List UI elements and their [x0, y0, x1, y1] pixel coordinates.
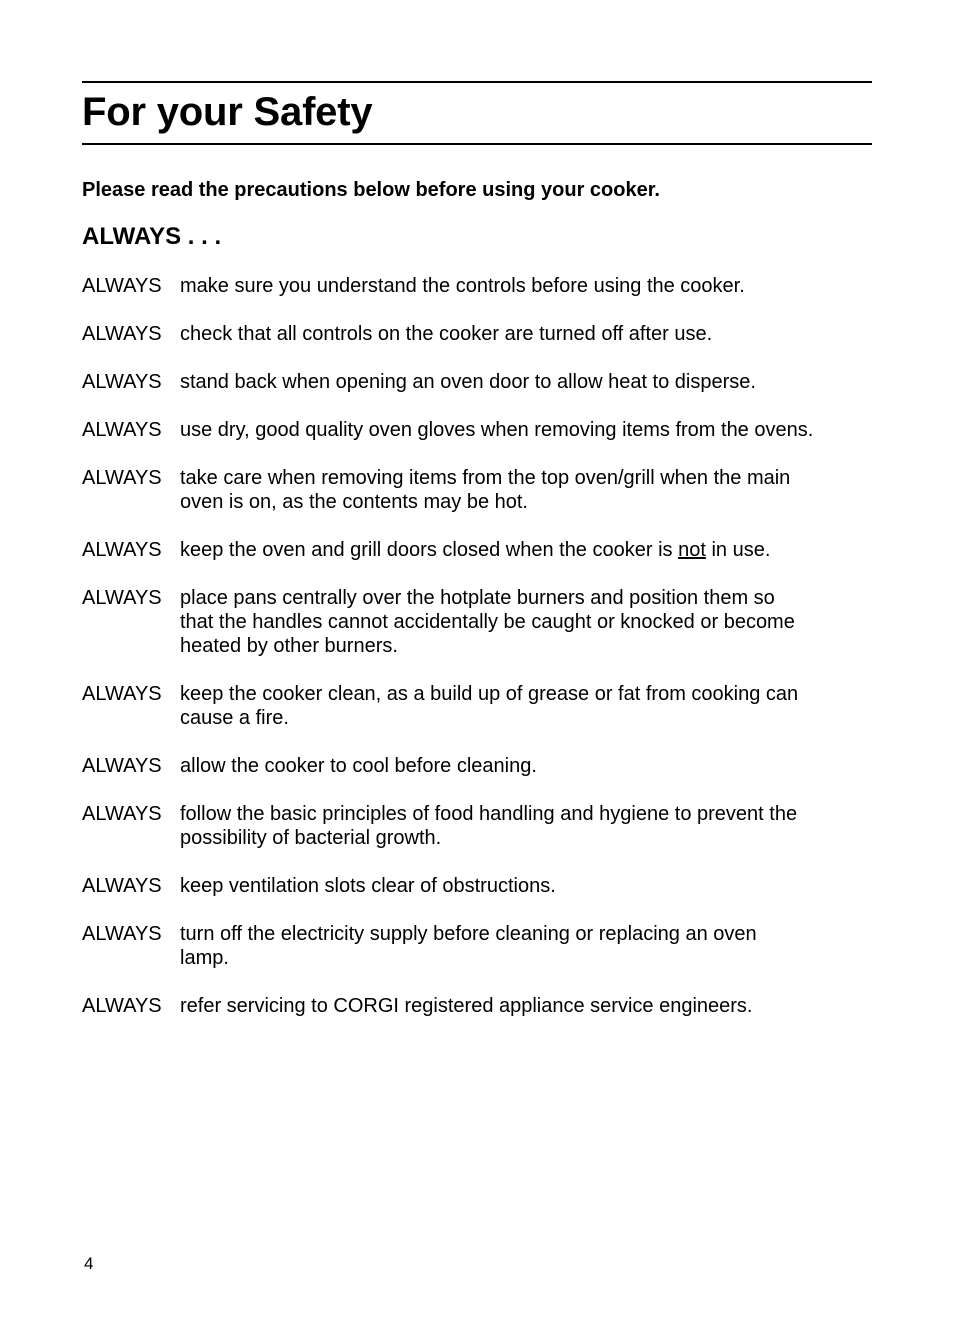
list-item [82, 370, 882, 394]
item-text: follow the basic principles of food handling and hygiene to prevent the possibility of bacterial growth. [180, 803, 798, 849]
item-label: ALWAYS [82, 995, 162, 1017]
item-text: use dry, good quality oven gloves when removing items from the ovens. [180, 419, 814, 441]
item-text: keep ventilation slots clear of obstructions. [180, 875, 556, 897]
list-item [82, 682, 882, 730]
item-label: ALWAYS [82, 803, 162, 825]
list-item [82, 586, 882, 658]
item-label: ALWAYS [82, 419, 162, 441]
list-item [82, 754, 882, 778]
item-label: ALWAYS [82, 467, 162, 489]
list-item [82, 874, 882, 898]
item-label: ALWAYS [82, 683, 162, 705]
item-text: take care when removing items from the top oven/grill when the main oven is on, as the contents may be hot. [180, 467, 791, 513]
item-text: stand back when opening an oven door to allow heat to disperse. [180, 371, 756, 393]
item-label: ALWAYS [82, 923, 162, 945]
item-text: keep the cooker clean, as a build up of grease or fat from cooking can cause a fire. [180, 683, 799, 729]
item-label: ALWAYS [82, 587, 162, 609]
item-label: ALWAYS [82, 539, 162, 561]
list-item [82, 994, 882, 1018]
intro-text: Please read the precautions below before using your cooker. [82, 179, 660, 201]
section-heading: ALWAYS . . . [82, 223, 222, 250]
title-rule-bottom [82, 143, 872, 145]
item-text: make sure you understand the controls before using the cooker. [180, 275, 745, 297]
item-label: ALWAYS [82, 275, 162, 297]
list-item [82, 802, 882, 850]
title-rule-top [82, 81, 872, 83]
item-label: ALWAYS [82, 755, 162, 777]
item-text: allow the cooker to cool before cleaning. [180, 755, 537, 777]
list-item [82, 538, 882, 562]
item-label: ALWAYS [82, 323, 162, 345]
item-label: ALWAYS [82, 371, 162, 393]
item-text: refer servicing to CORGI registered appliance service engineers. [180, 995, 753, 1017]
list-item [82, 466, 882, 514]
item-text: place pans centrally over the hotplate burners and position them so that the handles cannot accidentally be caught or knocked or become heated by other burners. [180, 587, 795, 657]
precautions-list [82, 274, 882, 1042]
item-text [180, 538, 882, 562]
list-item [82, 922, 882, 970]
page-title: For your Safety [82, 90, 373, 134]
item-text-emphasis: not [678, 539, 706, 561]
item-text-before: keep the oven and grill doors closed when the cooker is [180, 539, 679, 561]
list-item [82, 274, 882, 298]
page-number: 4 [84, 1254, 94, 1273]
item-label: ALWAYS [82, 875, 162, 897]
list-item [82, 322, 882, 346]
item-text: turn off the electricity supply before cleaning or replacing an oven lamp. [180, 923, 757, 969]
item-text: check that all controls on the cooker are turned off after use. [180, 323, 713, 345]
list-item [82, 418, 882, 442]
item-text-after: in use. [705, 539, 771, 561]
